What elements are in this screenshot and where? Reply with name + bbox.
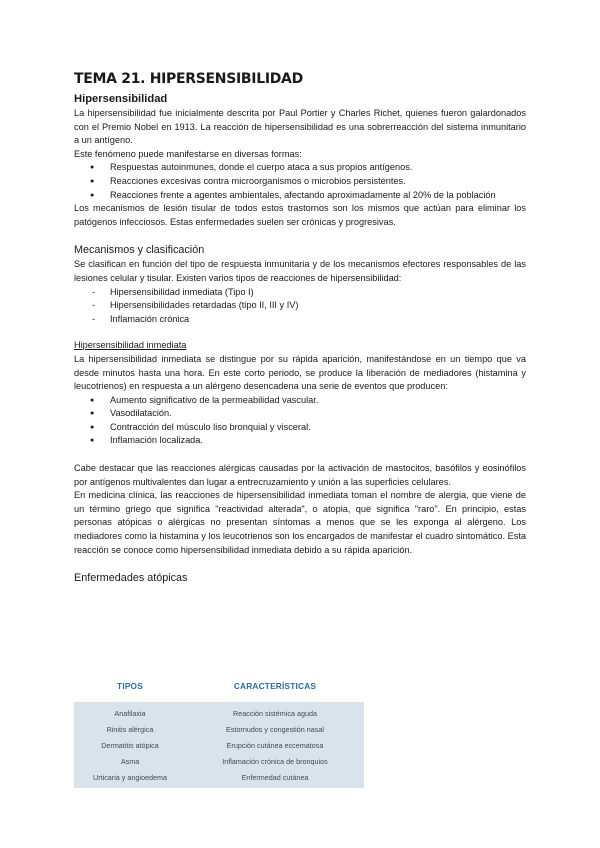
table-cell: Estornudos y congestión nasal	[226, 725, 324, 735]
atopic-heading: Enfermedades atópicas	[74, 572, 188, 585]
table-row	[74, 706, 364, 722]
document-content	[74, 70, 526, 586]
list-item: - Hipersensibilidades retardadas (tipo II, III y IV)	[90, 299, 526, 313]
table-cell: Asma	[120, 757, 140, 767]
mechanisms-heading: Mecanismos y clasificación	[74, 244, 205, 257]
mechanisms-paragraph: Los mecanismos de lesión tisular de todos estos trastornos son los mismos que actúan para eliminar los patógenos infecciosos. Estas enfermedades suelen ser crónicas y progresivas.	[74, 203, 526, 227]
intro-paragraph: La hipersensibilidad fue inicialmente descrita por Paul Portier y Charles Richet, quienes fueron galardonados con el Premio Nobel en 1913. La reacción de hipersensibilidad es una sobrerreacción del sistema inmunitario a un antígeno.	[74, 108, 526, 146]
table-body	[74, 702, 364, 788]
effects-list	[74, 394, 526, 448]
table-cell: Erupción cutánea eccematosa	[226, 741, 324, 751]
table-cell: Enfermedad cutánea	[241, 773, 309, 783]
list-item: ● Aumento significativo de la permeabilidad vascular.	[90, 394, 526, 408]
section-subtitle: Hipersensibilidad	[74, 93, 168, 105]
forms-list	[74, 161, 526, 202]
page-title: TEMA 21. HIPERSENSIBILIDAD	[74, 71, 303, 87]
table-row	[74, 770, 364, 786]
header-characteristics: CARACTERÍSTICAS	[233, 681, 317, 692]
list-item: ● Contracción del músculo liso bronquial y visceral.	[90, 421, 526, 435]
clinical-paragraph: En medicina clínica, las reacciones de hipersensibilidad inmediata toman el nombre de alergia, que viene de un término griego que significa "reactividad alterada", o atopia, que significa "raro". En principio, estas personas atópicas o alérgicas no presentan síntomas a menos que se les exponga al alérgeno. Los mediadores como la histamina y los leucotrienos son los encargados de manifestar el cuadro sintomático. Esta reacción se conoce como hipersensibilidad inmediata debido a su rápida aparición.	[74, 490, 526, 555]
table-cell: Rinitis alérgica	[106, 725, 154, 735]
table-row	[74, 738, 364, 754]
list-item: ● Respuestas autoinmunes, donde el cuerpo ataca a sus propios antígenos.	[90, 161, 526, 175]
table-header	[74, 672, 364, 702]
table-row	[74, 722, 364, 738]
allergic-reactions-paragraph: Cabe destacar que las reacciones alérgicas causadas por la activación de mastocitos, basófilos y eosinófilos por antígenos multivalentes dan lugar a entrecruzamiento y unión a las superficies celulares.	[74, 463, 526, 487]
list-item: ● Vasodilatación.	[90, 407, 526, 421]
list-item: ● Reacciones excesivas contra microorganismos o microbios persistentes.	[90, 175, 526, 189]
list-item: ● Reacciones frente a agentes ambientales, afectando aproximadamente al 20% de la población	[90, 189, 526, 203]
list-item: - Hipersensibilidad inmediata (Tipo I)	[90, 286, 526, 300]
table-cell: Dermatitis atópica	[101, 741, 159, 751]
forms-intro: Este fenómeno puede manifestarse en diversas formas:	[74, 148, 302, 159]
table-cell: Reacción sistémica aguda	[233, 709, 317, 719]
hypersensitivity-types-list	[74, 286, 526, 327]
list-item: ● Inflamación localizada.	[90, 434, 526, 448]
mechanisms-classification-paragraph: Se clasifican en función del tipo de respuesta inmunitaria y de los mecanismos efectores responsables de las lesiones celular y tisular. Existen varios tipos de reacciones de hipersensibilidad:	[74, 259, 526, 283]
header-types: TIPOS	[117, 681, 143, 692]
immediate-paragraph: La hipersensibilidad inmediata se distingue por su rápida aparición, manifestándose en un tiempo que va desde minutos hasta una hora. En este corto periodo, se produce la liberación de mediadores (histamina y leucotrienos) en respuesta a un alérgeno desencadena una serie de eventos que producen:	[74, 353, 526, 392]
table-cell: Inflamación crónica de bronquios	[222, 757, 328, 767]
immediate-heading: Hipersensibilidad inmediata	[74, 340, 187, 351]
table-cell: Anafilaxia	[114, 709, 146, 719]
table-cell: Urticaria y angioedema	[93, 773, 167, 783]
list-item: - Inflamación crónica	[90, 313, 526, 327]
table-row	[74, 754, 364, 770]
atopic-diseases-table	[74, 672, 364, 788]
